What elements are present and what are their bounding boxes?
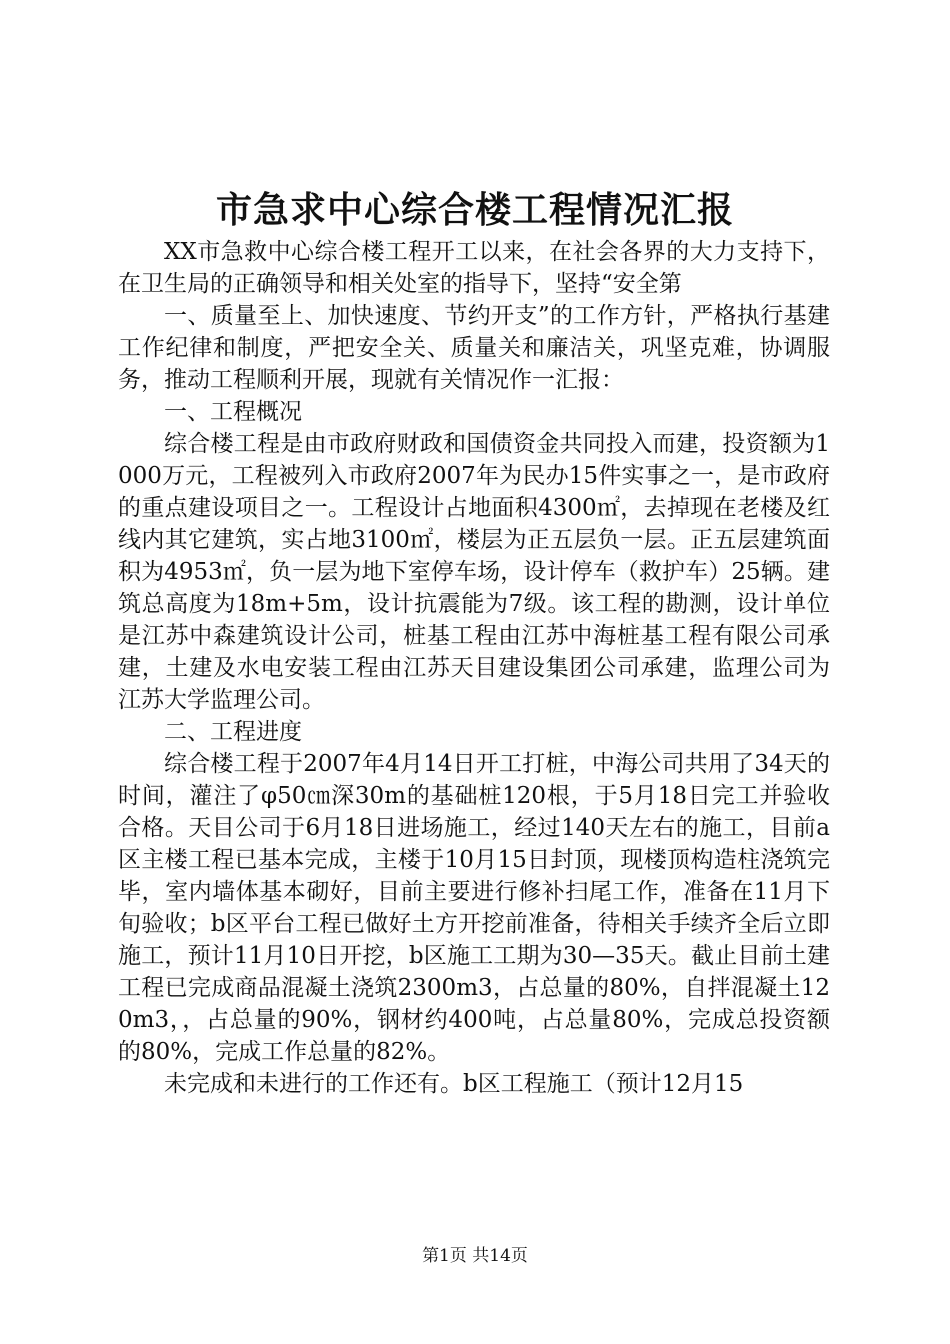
progress-paragraph: 综合楼工程于2007年4月14日开工打桩，中海公司共用了34天的时间，灌注了φ50㎝深30m的基础桩120根，于5月18日完工并验收合格。天目公司于6月18日进场施工，经过140天左右的施工，目前a区主楼工程已基本完成，主楼于10月15日封顶，现楼顶构造柱浇筑完毕，室内墙体基本砌好，目前主要进行修补扫尾工作，准备在11月下旬验收；b区平台工程已做好土方开挖前准备，待相关手续齐全后立即施工，预计11月10日开挖，b区施工工期为30—35天。截止目前土建工程已完成商品混凝土浇筑2300m3，占总量的80%，自拌混凝土120m3，，占总量的90%，钢材约400吨，占总量80%，完成总投资额的80%，完成工作总量的82%。 xyxy=(118,751,830,1065)
overview-paragraph: 综合楼工程是由市政府财政和国债资金共同投入而建，投资额为1000万元，工程被列入市政府2007年为民办15件实事之一，是市政府的重点建设项目之一。工程设计占地面积4300㎡，去掉现在老楼及红线内其它建筑，实占地3100㎡，楼层为正五层负一层。正五层建筑面积为4953㎡，负一层为地下室停车场，设计停车（救护车）25辆。建筑总高度为18m+5m，设计抗震能为7级。该工程的勘测，设计单位是江苏中森建筑设计公司，桩基工程由江苏中海桩基工程有限公司承建，土建及水电安装工程由江苏天目建设集团公司承建，监理公司为江苏大学监理公司。 xyxy=(118,431,830,713)
section-heading-overview: 一、工程概况 xyxy=(164,399,302,425)
document-title: 市急求中心综合楼工程情况汇报 xyxy=(215,189,734,231)
document-body xyxy=(118,236,830,1100)
section-heading-progress: 二、工程进度 xyxy=(164,719,302,745)
intro-paragraph-continued: 一、质量至上、加快速度、节约开支”的工作方针，严格执行基建工作纪律和制度，严把安全关、质量关和廉洁关，巩坚克难，协调服务，推动工程顺利开展，现就有关情况作一汇报： xyxy=(118,303,830,393)
remaining-work-paragraph: 未完成和未进行的工作还有。b区工程施工（预计12月15 xyxy=(164,1071,744,1097)
page-footer: 第1页 共14页 xyxy=(422,1246,528,1266)
intro-paragraph: XX市急救中心综合楼工程开工以来，在社会各界的大力支持下，在卫生局的正确领导和相关处室的指导下，坚持“安全第 xyxy=(118,239,830,297)
